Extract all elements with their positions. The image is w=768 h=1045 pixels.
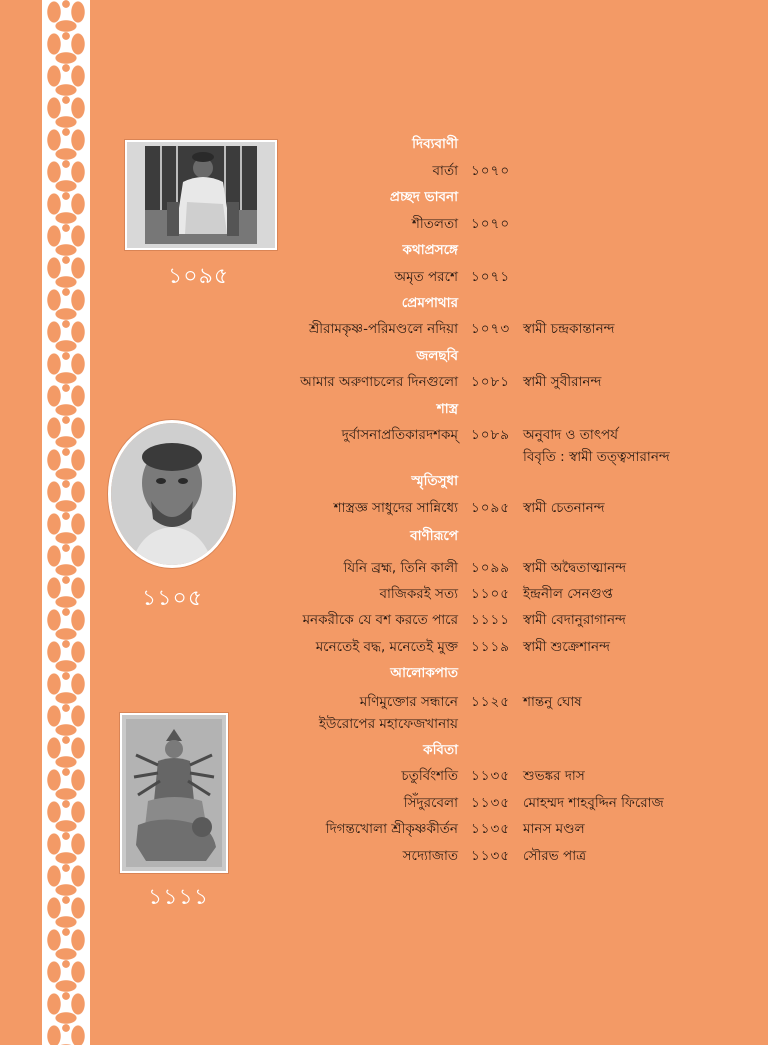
entry-title: সদ্যোজাত bbox=[402, 848, 458, 864]
entry-page-number: ১১২৫ bbox=[471, 694, 511, 710]
entry-title: অমৃত পরশে bbox=[394, 269, 458, 285]
toc-entry[interactable] bbox=[0, 581, 768, 607]
entry-author: মানস মণ্ডল bbox=[523, 821, 585, 837]
entry-author-line2: বিবৃতি : স্বামী তত্ত্বসারানন্দ bbox=[523, 449, 670, 465]
entry-title: মণিমুক্তোর সন্ধানে bbox=[359, 694, 458, 710]
entry-page-number: ১১৩৫ bbox=[471, 848, 511, 864]
section-heading: প্রচ্ছদ ভাবনা bbox=[389, 189, 458, 205]
entry-page-number: ১০৭০ bbox=[471, 216, 511, 232]
entry-title: শ্রীরামকৃষ্ণ-পরিমণ্ডলে নদিয়া bbox=[309, 321, 458, 337]
section-heading: কবিতা bbox=[423, 742, 458, 758]
toc-entry[interactable] bbox=[0, 264, 768, 290]
entry-title: মনকরীকে যে বশ করতে পারে bbox=[302, 612, 458, 628]
toc-entry[interactable] bbox=[0, 843, 768, 869]
entry-author: স্বামী বেদানুরাগানন্দ bbox=[523, 612, 626, 628]
entry-author: শান্তনু ঘোষ bbox=[523, 694, 582, 710]
entry-title: মনেতেই বদ্ধ, মনেতেই মুক্ত bbox=[315, 639, 458, 655]
entry-page-number: ১১৩৫ bbox=[471, 768, 511, 784]
entry-page-number: ১০৭১ bbox=[471, 269, 511, 285]
entry-page-number: ১১১১ bbox=[471, 612, 511, 628]
toc-entry[interactable] bbox=[0, 495, 768, 521]
entry-title: শাস্ত্রজ্ঞ সাধুদের সান্নিধ্যে bbox=[333, 500, 458, 516]
entry-page-number: ১১৩৫ bbox=[471, 821, 511, 837]
entry-author: মোহম্মদ শাহবুদ্দিন ফিরোজ bbox=[523, 795, 664, 811]
entry-title: আমার অরুণাচলের দিনগুলো bbox=[300, 374, 458, 390]
section-heading: জলছবি bbox=[416, 348, 458, 364]
entry-author: শুভঙ্কর দাস bbox=[523, 768, 585, 784]
entry-author: সৌরভ পাত্র bbox=[523, 848, 587, 864]
toc-entry[interactable] bbox=[0, 369, 768, 395]
sidebar-page-number: ১১০৫ bbox=[142, 586, 204, 611]
toc-entry[interactable] bbox=[0, 555, 768, 581]
entry-title: বার্তা bbox=[432, 163, 458, 179]
entry-page-number: ১০৯৯ bbox=[471, 560, 511, 576]
entry-page-number: ১০৮১ bbox=[471, 374, 511, 390]
entry-page-number: ১১৩৫ bbox=[471, 795, 511, 811]
entry-title: দিগন্তখোলা শ্রীকৃষ্ণকীর্তন bbox=[325, 821, 458, 837]
entry-author: ইন্দ্রনীল সেনগুপ্ত bbox=[523, 586, 613, 602]
entry-title: বাজিকরই সত্য bbox=[379, 586, 458, 602]
entry-title: দুর্বাসনাপ্রতিকারদশকম্ bbox=[341, 427, 458, 443]
entry-page-number: ১১০৫ bbox=[471, 586, 511, 602]
entry-page-number: ১১১৯ bbox=[471, 639, 511, 655]
toc-entry-continuation bbox=[0, 711, 768, 737]
decorative-ornament-border bbox=[42, 0, 90, 1045]
sidebar-page-number: ১০৯৫ bbox=[168, 264, 230, 289]
entry-page-number: ১০৯৫ bbox=[471, 500, 511, 516]
section-heading: বাণীরূপে bbox=[410, 528, 458, 544]
section-heading: স্মৃতিসুধা bbox=[411, 473, 458, 489]
entry-title: চতুর্বিংশতি bbox=[401, 768, 458, 784]
entry-title: যিনি ব্রহ্ম, তিনি কালী bbox=[343, 560, 458, 576]
section-heading: শাস্ত্র bbox=[436, 401, 458, 417]
entry-author: স্বামী শুক্রেশানন্দ bbox=[523, 639, 610, 655]
toc-entry-continuation bbox=[0, 444, 768, 470]
entry-page-number: ১০৮৯ bbox=[471, 427, 511, 443]
section-heading: দিব্যবাণী bbox=[412, 136, 458, 152]
entry-title: সিঁদুরবেলা bbox=[403, 795, 458, 811]
section-heading: প্রেমপাথার bbox=[401, 295, 458, 311]
entry-page-number: ১০৭৩ bbox=[471, 321, 511, 337]
entry-author: অনুবাদ ও তাৎপর্য bbox=[523, 427, 618, 443]
toc-entry[interactable] bbox=[0, 211, 768, 237]
entry-author: স্বামী চন্দ্রকান্তানন্দ bbox=[523, 321, 615, 337]
toc-entry[interactable] bbox=[0, 634, 768, 660]
toc-entry[interactable] bbox=[0, 816, 768, 842]
toc-entry[interactable] bbox=[0, 763, 768, 789]
toc-entry[interactable] bbox=[0, 316, 768, 342]
entry-author: স্বামী অদ্বৈতাত্মানন্দ bbox=[523, 560, 627, 576]
toc-entry[interactable] bbox=[0, 158, 768, 184]
section-heading: কথাপ্রসঙ্গে bbox=[402, 242, 458, 258]
toc-entry[interactable] bbox=[0, 607, 768, 633]
entry-author: স্বামী সুবীরানন্দ bbox=[523, 374, 602, 390]
sidebar-page-number: ১১১১ bbox=[148, 885, 210, 910]
toc-entry[interactable] bbox=[0, 790, 768, 816]
entry-title: শীতলতা bbox=[411, 216, 458, 232]
section-heading: আলোকপাত bbox=[390, 665, 458, 681]
entry-page-number: ১০৭০ bbox=[471, 163, 511, 179]
entry-author: স্বামী চেতনানন্দ bbox=[523, 500, 605, 516]
entry-title-line2: ইউরোপের মহাফেজখানায় bbox=[318, 716, 458, 732]
